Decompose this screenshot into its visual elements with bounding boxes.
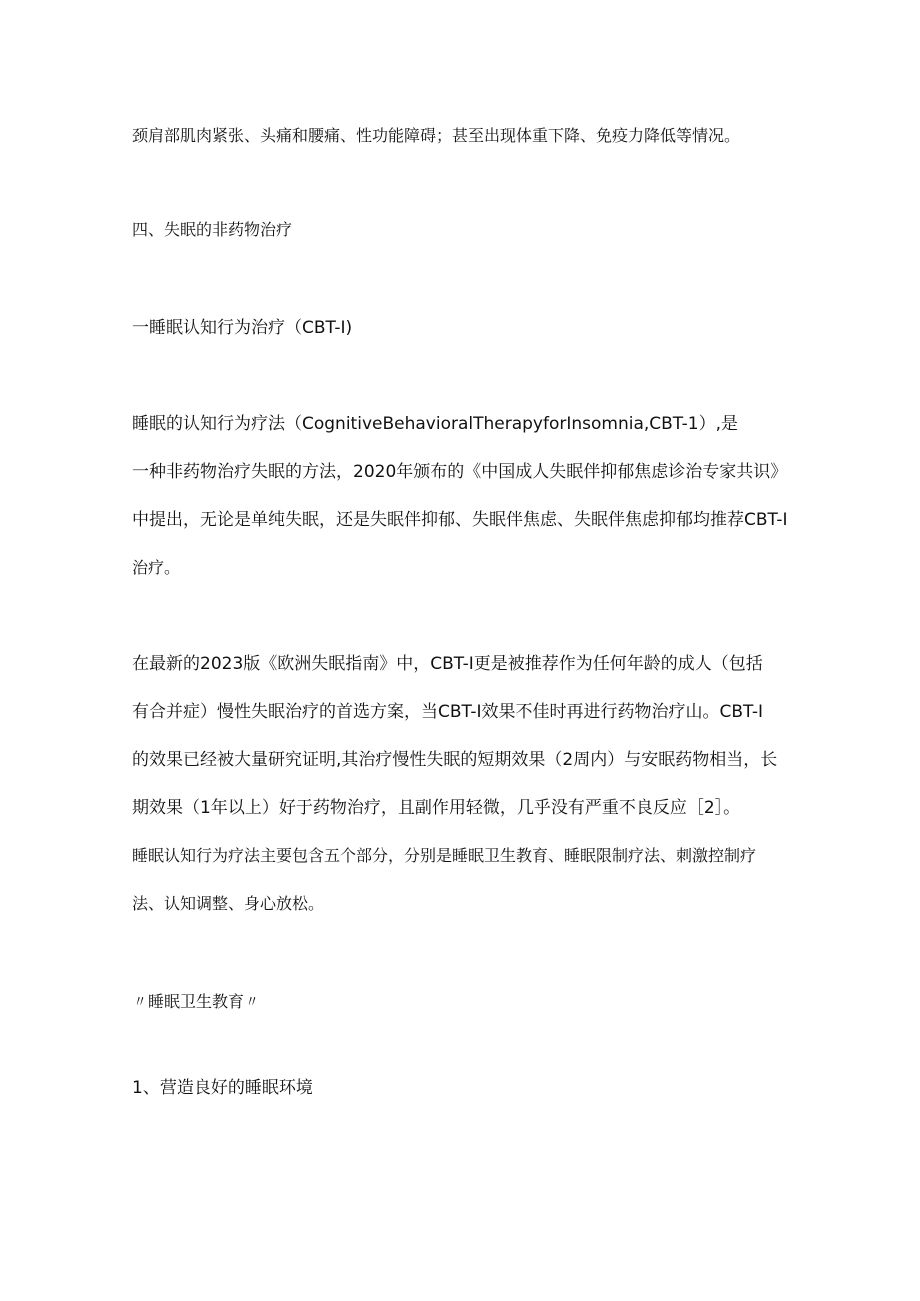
section-heading: 四、失眠的非药物治疗 <box>132 220 293 239</box>
paragraph-line: 法、认知调整、身心放松。 <box>132 894 325 913</box>
paragraph-line: 颈肩部肌肉紧张、头痛和腰痛、性功能障碍；甚至出现体重下降、免疫力降低等情况。 <box>132 126 741 145</box>
paragraph-line: 治疗。 <box>132 558 181 577</box>
subsection-mark-left: 〃 <box>133 992 147 1011</box>
paragraph-line: 的效果已经被大量研究证明,其治疗慢性失眠的短期效果（2周内）与安眠药物相当，长 <box>132 750 778 770</box>
sub-heading: 一睡眠认知行为治疗（CBT-I) <box>132 318 353 338</box>
paragraph-line: 中提出，无论是单纯失眠，还是失眠伴抑郁、失眠伴焦虑、失眠伴焦虑抑郁均推荐CBT-I <box>132 510 788 530</box>
paragraph-line: 在最新的2023版《欧洲失眠指南》中，CBT-I更是被推荐作为任何年龄的成人（包括 <box>132 654 763 674</box>
numbered-item: 1、营造良好的睡眠环境 <box>132 1078 313 1098</box>
paragraph-line: 一种非药物治疗失眠的方法，2020年颁布的《中国成人失眠伴抑郁焦虑诊治专家共识》 <box>132 462 788 482</box>
paragraph-line: 睡眠的认知行为疗法（CognitiveBehavioralTherapyforInsomnia,CBT-1）,是 <box>132 414 738 434</box>
subsection-title: 睡眠卫生教育 <box>148 992 245 1011</box>
paragraph-line: 有合并症）慢性失眠治疗的首选方案，当CBT-I效果不佳时再进行药物治疗山。CBT-I <box>132 702 764 722</box>
paragraph-line: 期效果（1年以上）好于药物治疗，且副作用轻微，几乎没有严重不良反应［2］。 <box>132 798 741 818</box>
subsection-heading <box>132 990 260 1014</box>
paragraph-line: 睡眠认知行为疗法主要包含五个部分，分别是睡眠卫生教育、睡眠限制疗法、刺激控制疗 <box>132 846 757 865</box>
subsection-mark-right: 〃 <box>245 992 259 1011</box>
